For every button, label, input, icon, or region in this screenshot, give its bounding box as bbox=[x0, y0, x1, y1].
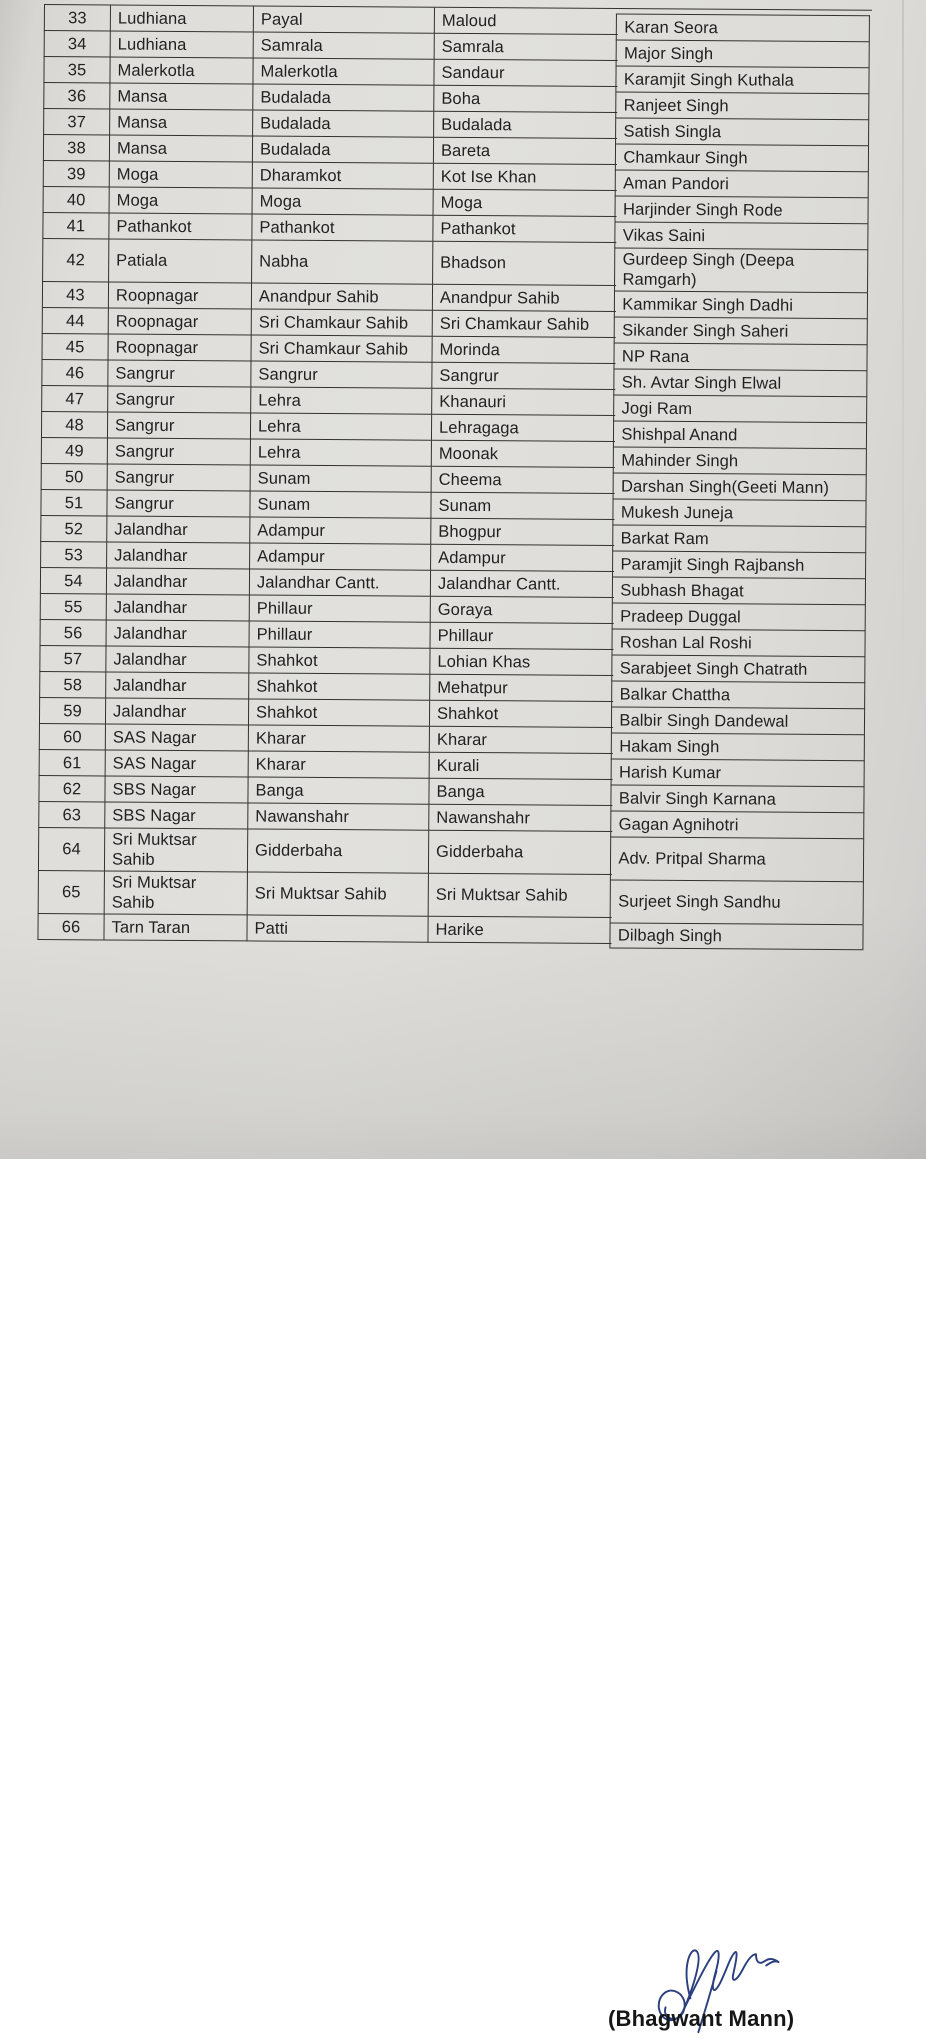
cell-district: Roopnagar bbox=[108, 334, 251, 361]
cell-district: Jalandhar bbox=[105, 698, 248, 725]
cell-sub-tehsil: Moga bbox=[433, 190, 617, 217]
cell-sub-tehsil: Mehatpur bbox=[429, 675, 613, 702]
cell-tehsil: Gidderbaha bbox=[247, 829, 428, 873]
cell-district: Malerkotla bbox=[109, 57, 252, 84]
cell-tehsil: Malerkotla bbox=[252, 58, 433, 85]
cell-name: Barkat Ram bbox=[613, 524, 867, 552]
cell-tehsil: Sri Chamkaur Sahib bbox=[251, 335, 432, 362]
cell-sub-tehsil: Pathankot bbox=[432, 216, 616, 243]
cell-sub-tehsil: Kharar bbox=[429, 727, 613, 754]
cell-name: Chamkaur Singh bbox=[615, 143, 869, 171]
cell-tehsil: Moga bbox=[252, 188, 433, 215]
cell-sr-no: 59 bbox=[39, 698, 105, 724]
cell-name: Dilbagh Singh bbox=[610, 922, 864, 950]
cell-tehsil: Samrala bbox=[253, 32, 434, 59]
cell-sub-tehsil: Phillaur bbox=[430, 623, 614, 650]
cell-district: Tarn Taran bbox=[103, 914, 246, 941]
cell-sr-no: 51 bbox=[40, 490, 106, 516]
cell-name: Gurdeep Singh (Deepa Ramgarh) bbox=[614, 247, 868, 292]
cell-sr-no: 49 bbox=[41, 438, 107, 464]
cell-sr-no: 43 bbox=[42, 282, 108, 308]
cell-district: Moga bbox=[109, 161, 252, 188]
cell-district: Jalandhar bbox=[106, 542, 249, 569]
cell-tehsil: Budalada bbox=[252, 136, 433, 163]
cell-tehsil: Sri Muktsar Sahib bbox=[247, 872, 428, 916]
cell-tehsil: Dharamkot bbox=[252, 162, 433, 189]
cell-name: Gagan Agnihotri bbox=[611, 810, 865, 838]
cell-tehsil: Lehra bbox=[250, 387, 431, 414]
cell-tehsil: Kharar bbox=[248, 751, 429, 778]
cell-district: Sangrur bbox=[107, 438, 250, 465]
cell-sub-tehsil: Adampur bbox=[430, 545, 614, 572]
cell-sr-no: 33 bbox=[44, 5, 110, 31]
cell-name: Mukesh Juneja bbox=[613, 498, 867, 526]
cell-tehsil: Sunam bbox=[249, 491, 430, 518]
cell-name: Hakam Singh bbox=[611, 732, 865, 760]
cell-sub-tehsil: Budalada bbox=[433, 112, 617, 139]
cell-sub-tehsil: Goraya bbox=[430, 597, 614, 624]
cell-district: Mansa bbox=[109, 83, 252, 110]
cell-name: Adv. Pritpal Sharma bbox=[610, 836, 864, 881]
cell-sub-tehsil: Lehragaga bbox=[431, 415, 615, 442]
cell-tehsil: Kharar bbox=[248, 725, 429, 752]
cell-name: Balvir Singh Karnana bbox=[611, 784, 865, 812]
cell-sub-tehsil: Anandpur Sahib bbox=[432, 285, 616, 312]
cell-district: Sangrur bbox=[106, 490, 249, 517]
cell-name: Karamjit Singh Kuthala bbox=[616, 65, 870, 93]
cell-sub-tehsil: Maloud bbox=[434, 8, 618, 35]
cell-sr-no: 38 bbox=[43, 135, 109, 161]
cell-name: Darshan Singh(Geeti Mann) bbox=[613, 472, 867, 500]
cell-sr-no: 55 bbox=[40, 594, 106, 620]
cell-district: Jalandhar bbox=[106, 594, 249, 621]
cell-district: Sangrur bbox=[107, 386, 250, 413]
cell-tehsil: Patti bbox=[246, 915, 427, 942]
cell-name: Major Singh bbox=[616, 39, 870, 67]
cell-sr-no: 58 bbox=[39, 672, 105, 698]
cell-sr-no: 64 bbox=[38, 828, 104, 871]
cell-district: Sangrur bbox=[107, 464, 250, 491]
cell-sub-tehsil: Morinda bbox=[432, 337, 616, 364]
cell-sr-no: 42 bbox=[42, 239, 108, 282]
cell-sr-no: 56 bbox=[40, 620, 106, 646]
cell-tehsil: Nawanshahr bbox=[247, 803, 428, 830]
signatory-name: (Bhagwant Mann) bbox=[608, 2006, 795, 2031]
cell-sr-no: 37 bbox=[43, 109, 109, 135]
cell-sr-no: 63 bbox=[38, 802, 104, 828]
cell-sr-no: 60 bbox=[39, 724, 105, 750]
cell-sr-no: 47 bbox=[41, 386, 107, 412]
cell-district: Patiala bbox=[108, 239, 251, 283]
cell-sr-no: 50 bbox=[41, 464, 107, 490]
cell-tehsil: Anandpur Sahib bbox=[251, 283, 432, 310]
cell-sub-tehsil: Lohian Khas bbox=[429, 649, 613, 676]
cell-tehsil: Sri Chamkaur Sahib bbox=[251, 309, 432, 336]
cell-district: Ludhiana bbox=[110, 5, 253, 32]
cell-name: Satish Singla bbox=[615, 117, 869, 145]
cell-name: Sh. Avtar Singh Elwal bbox=[614, 368, 868, 396]
cell-sub-tehsil: Sangrur bbox=[431, 363, 615, 390]
cell-tehsil: Shahkot bbox=[248, 673, 429, 700]
cell-district: Pathankot bbox=[108, 213, 251, 240]
cell-tehsil: Lehra bbox=[250, 413, 431, 440]
cell-tehsil: Budalada bbox=[252, 110, 433, 137]
cell-name: Pradeep Duggal bbox=[612, 602, 866, 630]
cell-sub-tehsil: Nawanshahr bbox=[428, 805, 612, 832]
cell-sub-tehsil: Bareta bbox=[433, 138, 617, 165]
cell-sub-tehsil: Sunam bbox=[430, 493, 614, 520]
cell-tehsil: Lehra bbox=[250, 439, 431, 466]
cell-tehsil: Adampur bbox=[249, 517, 430, 544]
cell-sub-tehsil: Jalandhar Cantt. bbox=[430, 571, 614, 598]
cell-sub-tehsil: Harike bbox=[427, 917, 611, 944]
cell-sr-no: 39 bbox=[43, 161, 109, 187]
cell-district: Jalandhar bbox=[105, 672, 248, 699]
cell-sr-no: 66 bbox=[37, 914, 103, 940]
cell-sub-tehsil: Sri Muktsar Sahib bbox=[428, 874, 612, 918]
cell-sr-no: 57 bbox=[39, 646, 105, 672]
cell-name: Roshan Lal Roshi bbox=[612, 628, 866, 656]
cell-district: Sri Muktsar Sahib bbox=[104, 828, 247, 872]
cell-name: Harish Kumar bbox=[611, 758, 865, 786]
cell-sub-tehsil: Boha bbox=[433, 86, 617, 113]
cell-name: Vikas Saini bbox=[615, 221, 869, 249]
cell-sr-no: 36 bbox=[43, 83, 109, 109]
cell-tehsil: Adampur bbox=[249, 543, 430, 570]
cell-sub-tehsil: Moonak bbox=[431, 441, 615, 468]
cell-tehsil: Phillaur bbox=[249, 621, 430, 648]
cell-sub-tehsil: Kurali bbox=[429, 753, 613, 780]
cell-sr-no: 54 bbox=[40, 568, 106, 594]
cell-tehsil: Shahkot bbox=[248, 699, 429, 726]
cell-sr-no: 46 bbox=[41, 360, 107, 386]
cell-sr-no: 48 bbox=[41, 412, 107, 438]
cell-sub-tehsil: Gidderbaha bbox=[428, 831, 612, 875]
cell-district: SBS Nagar bbox=[104, 802, 247, 829]
cell-district: Ludhiana bbox=[110, 31, 253, 58]
cell-sub-tehsil: Sandaur bbox=[433, 60, 617, 87]
cell-name: Karan Seora bbox=[616, 13, 870, 41]
cell-sub-tehsil: Bhogpur bbox=[430, 519, 614, 546]
cell-district: SBS Nagar bbox=[104, 776, 247, 803]
cell-tehsil: Nabha bbox=[251, 240, 432, 284]
cell-sr-no: 45 bbox=[42, 334, 108, 360]
cell-tehsil: Payal bbox=[253, 6, 434, 33]
cell-sr-no: 61 bbox=[39, 750, 105, 776]
cell-district: SAS Nagar bbox=[105, 724, 248, 751]
cell-tehsil: Jalandhar Cantt. bbox=[249, 569, 430, 596]
cell-sub-tehsil: Kot Ise Khan bbox=[433, 164, 617, 191]
cell-district: Sangrur bbox=[107, 360, 250, 387]
cell-sr-no: 44 bbox=[42, 308, 108, 334]
cell-name: Mahinder Singh bbox=[613, 446, 867, 474]
cell-sub-tehsil: Bhadson bbox=[432, 242, 616, 286]
signature-block bbox=[0, 960, 926, 2031]
cell-sub-tehsil: Cheema bbox=[431, 467, 615, 494]
cell-sub-tehsil: Banga bbox=[428, 779, 612, 806]
cell-name: Aman Pandori bbox=[615, 169, 869, 197]
officials-table bbox=[37, 4, 872, 946]
cell-tehsil: Budalada bbox=[252, 84, 433, 111]
cell-sr-no: 52 bbox=[40, 516, 106, 542]
cell-tehsil: Sunam bbox=[250, 465, 431, 492]
cell-tehsil: Banga bbox=[247, 777, 428, 804]
cell-sub-tehsil: Shahkot bbox=[429, 701, 613, 728]
cell-tehsil: Phillaur bbox=[249, 595, 430, 622]
cell-name: Kammikar Singh Dadhi bbox=[614, 290, 868, 318]
cell-district: Moga bbox=[109, 187, 252, 214]
cell-name: Ranjeet Singh bbox=[616, 91, 870, 119]
cell-sr-no: 40 bbox=[43, 187, 109, 213]
cell-tehsil: Shahkot bbox=[248, 647, 429, 674]
cell-sr-no: 65 bbox=[38, 871, 104, 914]
cell-district: SAS Nagar bbox=[105, 750, 248, 777]
cell-name: Sarabjeet Singh Chatrath bbox=[612, 654, 866, 682]
cell-district: Mansa bbox=[109, 109, 252, 136]
cell-sub-tehsil: Sri Chamkaur Sahib bbox=[432, 311, 616, 338]
cell-sr-no: 35 bbox=[43, 57, 109, 83]
cell-name: Balbir Singh Dandewal bbox=[611, 706, 865, 734]
cell-district: Roopnagar bbox=[108, 308, 251, 335]
cell-sr-no: 53 bbox=[40, 542, 106, 568]
cell-district: Jalandhar bbox=[106, 568, 249, 595]
cell-name: Surjeet Singh Sandhu bbox=[610, 879, 864, 924]
cell-name: Shishpal Anand bbox=[613, 420, 867, 448]
cell-district: Jalandhar bbox=[106, 620, 249, 647]
cell-sub-tehsil: Samrala bbox=[434, 34, 618, 61]
cell-tehsil: Sangrur bbox=[250, 361, 431, 388]
cell-name: Balkar Chattha bbox=[612, 680, 866, 708]
cell-name: Paramjit Singh Rajbansh bbox=[612, 550, 866, 578]
cell-name: Jogi Ram bbox=[614, 394, 868, 422]
cell-district: Jalandhar bbox=[105, 646, 248, 673]
cell-name: Sikander Singh Saheri bbox=[614, 316, 868, 344]
cell-district: Sangrur bbox=[107, 412, 250, 439]
cell-name: Subhash Bhagat bbox=[612, 576, 866, 604]
cell-name: Harjinder Singh Rode bbox=[615, 195, 869, 223]
cell-district: Mansa bbox=[109, 135, 252, 162]
cell-sub-tehsil: Khanauri bbox=[431, 389, 615, 416]
cell-district: Jalandhar bbox=[106, 516, 249, 543]
cell-district: Roopnagar bbox=[108, 282, 251, 309]
cell-district: Sri Muktsar Sahib bbox=[104, 871, 247, 915]
cell-sr-no: 34 bbox=[44, 31, 110, 57]
cell-tehsil: Pathankot bbox=[251, 214, 432, 241]
cell-sr-no: 62 bbox=[38, 776, 104, 802]
cell-name: NP Rana bbox=[614, 342, 868, 370]
cell-sr-no: 41 bbox=[42, 213, 108, 239]
